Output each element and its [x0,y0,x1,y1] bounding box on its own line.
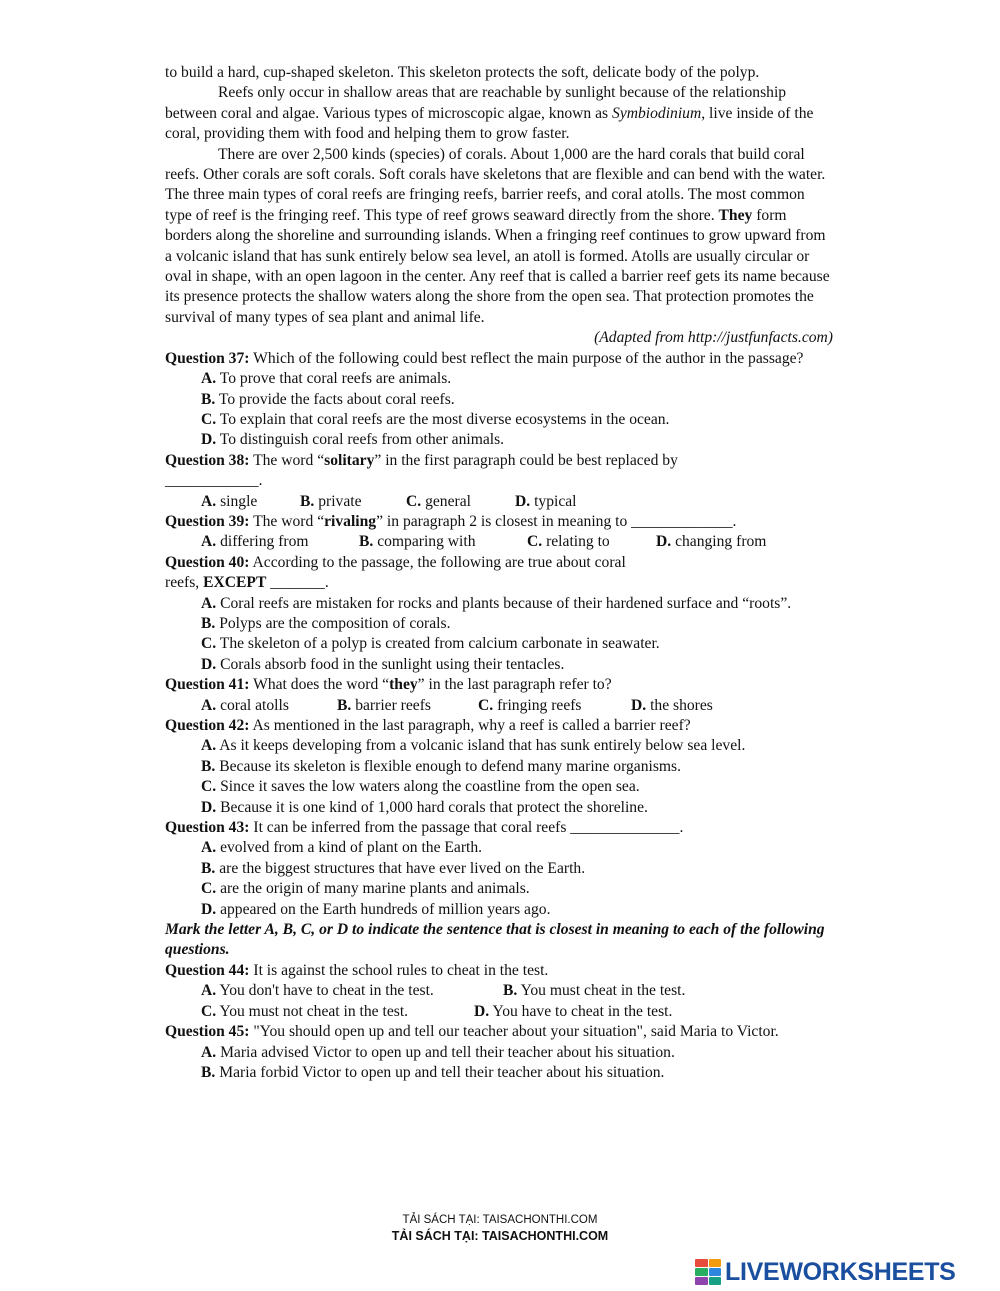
q40-option-d[interactable]: D. Corals absorb food in the sunlight using their tentacles. [201,655,565,673]
question-40: Question 40: According to the passage, the following are true about coral reefs, EXCEPT _______. [165,553,626,592]
passage-paragraph-3: There are over 2,500 kinds (species) of corals. About 1,000 are the hard corals that build coral reefs. Other corals are soft corals. Soft corals have skeletons that are flexible and can bend with the water. The three main types of coral reefs are fringing reefs, barrier reefs, and coral atolls. The most common type of reef is the fringing reef. This type of reef grows seaward directly from the shore. They form borders along the shoreline and surrounding islands. When a fringing reef continues to grow upward from a volcanic island that has sunk entirely below sea level, an atoll is formed. Atolls are usually circular or oval in shape, with an open lagoon in the center. Any reef that is called a barrier reef gets its name because its presence protects the shallow waters along the shore from the open sea. That protection promotes the survival of many types of sea plant and animal life. [165,145,830,326]
q42-option-a[interactable]: A. As it keeps developing from a volcanic island that has sunk entirely below sea level. [201,737,746,755]
question-44: Question 44: It is against the school rules to cheat in the test. [165,961,549,979]
q45-option-b[interactable]: B. Maria forbid Victor to open up and tell their teacher about his situation. [201,1063,665,1081]
q41-option-b[interactable]: B. barrier reefs [337,696,431,714]
logo-block-4 [709,1268,722,1276]
q38-option-b[interactable]: B. private [300,492,362,510]
section-instruction: Mark the letter A, B, C, or D to indicate the sentence that is closest in meaning to each of the following questions. [165,921,825,959]
q41-option-a[interactable]: A. coral atolls [201,696,289,714]
liveworksheets-logo-text: LIVEWORKSHEETS [725,1257,956,1286]
q43-option-b[interactable]: B. are the biggest structures that have ever lived on the Earth. [201,859,586,877]
q42-option-d[interactable]: D. Because it is one kind of 1,000 hard corals that protect the shoreline. [201,798,648,816]
question-39: Question 39: The word “rivaling” in paragraph 2 is closest in meaning to _____________. [165,512,737,530]
q38-options [165,492,833,512]
q44-option-d[interactable]: D. You have to cheat in the test. [474,1002,673,1020]
q41-option-c[interactable]: C. fringing reefs [478,696,582,714]
q39-option-d[interactable]: D. changing from [656,533,767,551]
answer-blank[interactable]: _______. [266,574,329,592]
answer-blank[interactable]: ____________. [165,472,263,490]
q40-option-a[interactable]: A. Coral reefs are mistaken for rocks and plants because of their hardened surface and “roots”. [201,594,792,612]
q38-option-c[interactable]: C. general [406,492,471,510]
q44-options-row-1 [165,981,833,1001]
q41-option-d[interactable]: D. the shores [631,696,713,714]
q44-option-a[interactable]: A. You don't have to cheat in the test. [201,982,434,1000]
q39-options [165,532,833,552]
footer-download-line-2: TẢI SÁCH TẠI: TAISACHONTHI.COM [391,1229,609,1243]
logo-block-6 [709,1277,722,1285]
q38-option-d[interactable]: D. typical [515,492,577,510]
worksheet-content [165,63,833,1083]
q42-option-c[interactable]: C. Since it saves the low waters along the coastline from the open sea. [201,778,640,796]
q45-option-a[interactable]: A. Maria advised Victor to open up and tell their teacher about his situation. [201,1043,675,1061]
liveworksheets-logo-icon [695,1259,721,1285]
logo-block-1 [695,1259,708,1267]
question-37: Question 37: Which of the following could best reflect the main purpose of the author in the passage? [165,349,804,367]
q39-option-b[interactable]: B. comparing with [359,533,476,551]
q40-option-c[interactable]: C. The skeleton of a polyp is created from calcium carbonate in seawater. [201,635,660,653]
question-43: Question 43: It can be inferred from the passage that coral reefs ______________. [165,819,684,837]
q37-option-a[interactable]: A. To prove that coral reefs are animals. [201,370,452,388]
q39-option-c[interactable]: C. relating to [527,533,610,551]
liveworksheets-logo[interactable] [695,1257,956,1287]
q43-option-d[interactable]: D. appeared on the Earth hundreds of million years ago. [201,900,551,918]
q44-option-b[interactable]: B. You must cheat in the test. [503,982,686,1000]
passage-paragraph-2: Reefs only occur in shallow areas that are reachable by sunlight because of the relationship between coral and algae. Various types of microscopic algae, known as Symbiodinium, live inside of the coral, providing them with food and helping them to grow faster. [165,84,814,143]
q37-option-b[interactable]: B. To provide the facts about coral reefs. [201,390,455,408]
q37-option-c[interactable]: C. To explain that coral reefs are the most diverse ecosystems in the ocean. [201,410,670,428]
footer-download-line-1: TẢI SÁCH TẠI: TAISACHONTHI.COM [402,1214,598,1226]
q42-option-b[interactable]: B. Because its skeleton is flexible enough to defend many marine organisms. [201,757,681,775]
question-41: Question 41: What does the word “they” in the last paragraph refer to? [165,676,612,694]
logo-block-3 [695,1268,708,1276]
q44-option-c[interactable]: C. You must not cheat in the test. [201,1002,409,1020]
q38-option-a[interactable]: A. single [201,492,258,510]
q43-option-c[interactable]: C. are the origin of many marine plants and animals. [201,880,530,898]
question-42: Question 42: As mentioned in the last paragraph, why a reef is called a barrier reef? [165,717,691,734]
q41-options [165,696,833,716]
logo-block-5 [695,1277,708,1285]
q39-option-a[interactable]: A. differing from [201,533,309,551]
q44-options-row-2 [165,1002,833,1022]
q43-option-a[interactable]: A. evolved from a kind of plant on the Earth. [201,839,483,857]
logo-block-2 [709,1259,722,1267]
passage-paragraph-1: to build a hard, cup-shaped skeleton. This skeleton protects the soft, delicate body of the polyp. [165,64,760,81]
q40-option-b[interactable]: B. Polyps are the composition of corals. [201,614,451,632]
question-38: Question 38: The word “solitary” in the first paragraph could be best replaced by ____________. [165,451,678,490]
question-45: Question 45: "You should open up and tell our teacher about your situation", said Maria to Victor. [165,1023,779,1041]
q37-option-d[interactable]: D. To distinguish coral reefs from other animals. [201,431,505,449]
passage-source: (Adapted from http://justfunfacts.com) [594,329,833,347]
